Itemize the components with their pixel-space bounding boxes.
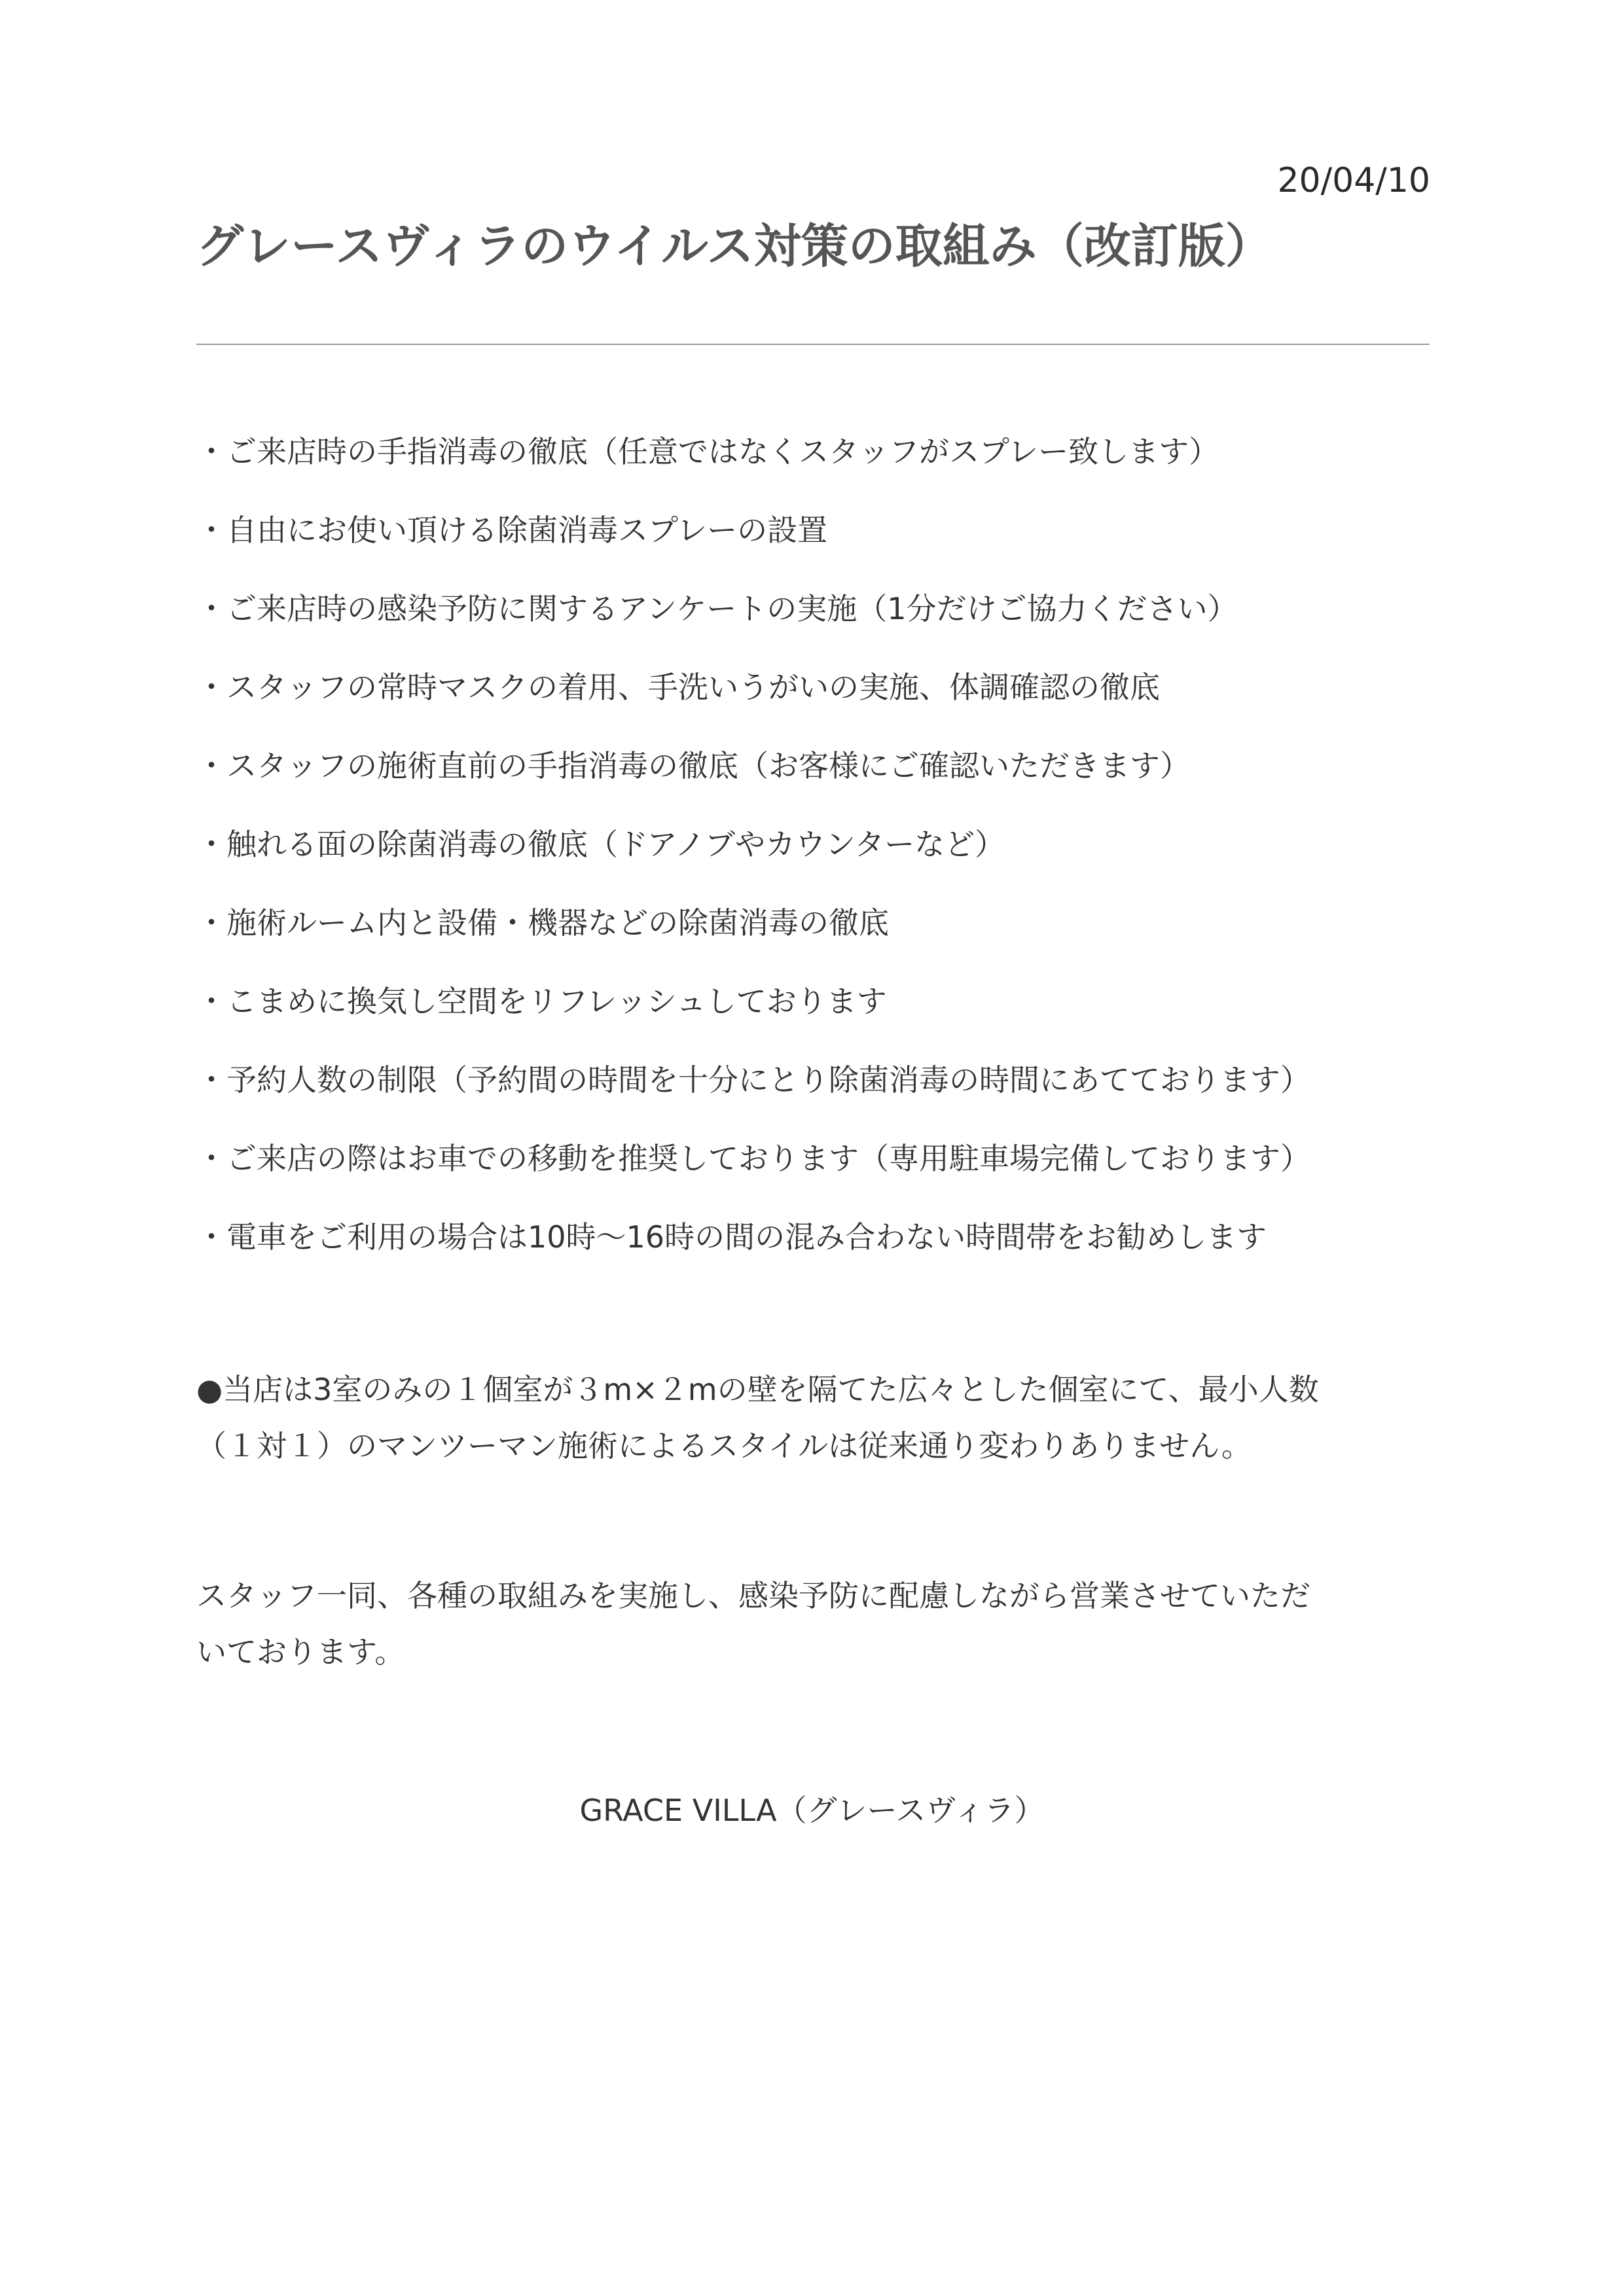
measure-item: ・施術ルーム内と設備・機器などの除菌消毒の徹底 xyxy=(196,905,889,941)
measure-item: ・こまめに換気し空間をリフレッシュしております xyxy=(196,984,887,1019)
measures-list xyxy=(196,425,1430,1289)
staff-statement-line: スタッフ一同、各種の取組みを実施し、感染予防に配慮しながら営業させていただ xyxy=(196,1578,1310,1613)
measure-item: ・触れる面の除菌消毒の徹底（ドアノブやカウンターなど） xyxy=(196,827,1005,862)
private-room-note xyxy=(196,1361,1430,1474)
measure-item: ・自由にお使い頂ける除菌消毒スプレーの設置 xyxy=(196,512,828,548)
signature: GRACE VILLA（グレースヴィラ） xyxy=(579,1793,1045,1828)
measure-item: ・電車をご利用の場合は10時〜16時の間の混み合わない時間帯をお勧めします xyxy=(196,1219,1267,1255)
document-title: グレースヴィラのウイルス対策の取組み（改訂版） xyxy=(196,219,1272,274)
private-room-note-line: （１対１）のマンツーマン施術によるスタイルは従来通り変わりありません。 xyxy=(196,1428,1252,1463)
staff-statement-line: いております。 xyxy=(196,1634,405,1670)
staff-statement xyxy=(196,1568,1430,1680)
title-divider xyxy=(196,344,1430,345)
measure-item: ・ご来店時の手指消毒の徹底（任意ではなくスタッフがスプレー致します） xyxy=(196,434,1219,469)
measure-item: ・スタッフの施術直前の手指消毒の徹底（お客様にご確認いただきます） xyxy=(196,748,1190,783)
measure-item: ・予約人数の制限（予約間の時間を十分にとり除菌消毒の時間にあてております） xyxy=(196,1062,1310,1098)
measure-item: ・ご来店の際はお車での移動を推奨しております（専用駐車場完備しております） xyxy=(196,1141,1310,1176)
document-date: 20/04/10 xyxy=(1277,161,1430,200)
measure-item: ・スタッフの常時マスクの着用、手洗いうがいの実施、体調確認の徹底 xyxy=(196,670,1160,705)
measure-item: ・ご来店時の感染予防に関するアンケートの実施（1分だけご協力ください） xyxy=(196,591,1238,626)
private-room-note-line: ●当店は3室のみの１個室が３m×２mの壁を隔てた広々とした個室にて、最小人数 xyxy=(196,1372,1319,1407)
